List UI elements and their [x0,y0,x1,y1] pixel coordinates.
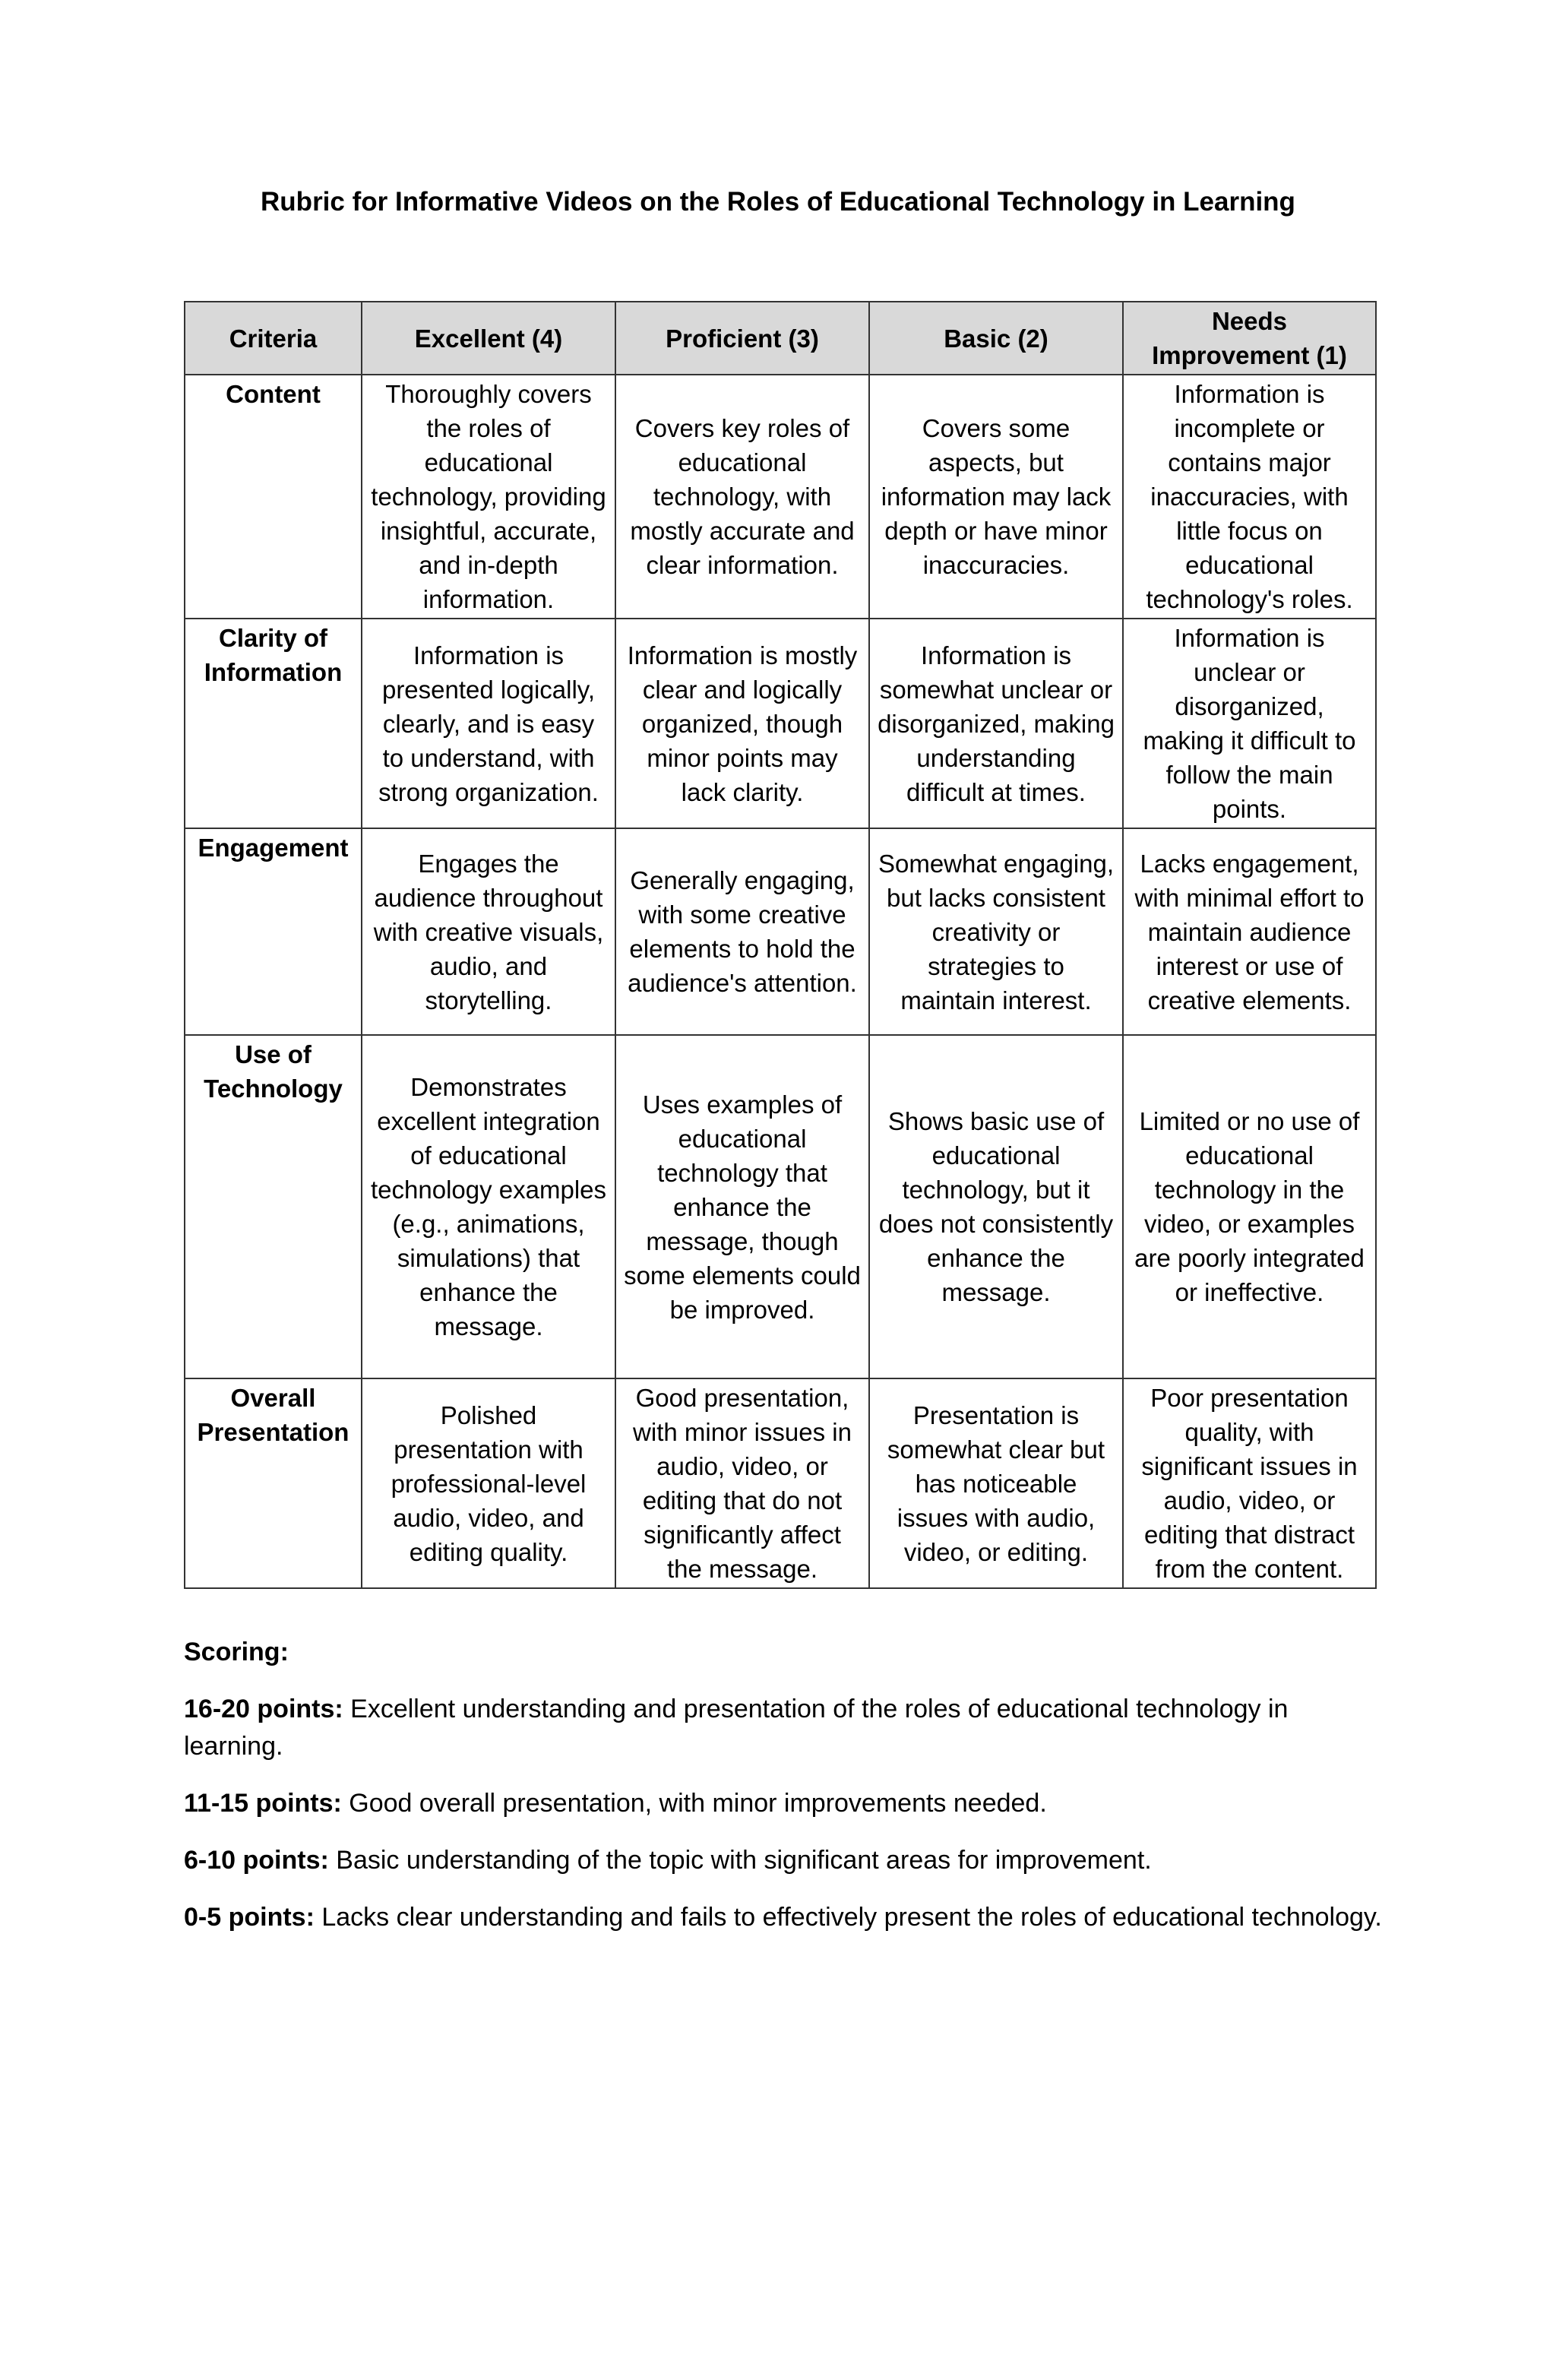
score-line [184,1899,1384,1936]
row-engagement [185,828,1376,1035]
header-row [185,302,1376,375]
score-line [184,1691,1384,1765]
rubric-cell: Information is incomplete or contains major inaccuracies, with little focus on educational technology's roles. [1123,375,1376,619]
rubric-cell: Information is unclear or disorganized, making it difficult to follow the main points. [1123,619,1376,828]
rubric-cell: Covers some aspects, but information may lack depth or have minor inaccuracies. [869,375,1123,619]
rubric-cell: Thoroughly covers the roles of educational technology, providing insightful, accurate, and in-depth information. [362,375,615,619]
criterion-cell: Overall Presentation [185,1378,362,1588]
criterion-cell: Use of Technology [185,1035,362,1378]
row-overall-presentation [185,1378,1376,1588]
score-description: Good overall presentation, with minor improvements needed. [349,1789,1047,1818]
score-range: 6-10 points: [184,1846,329,1875]
rubric-cell: Somewhat engaging, but lacks consistent creativity or strategies to maintain interest. [869,828,1123,1035]
score-range: 11-15 points: [184,1789,342,1818]
rubric-cell: Polished presentation with professional-level audio, video, and editing quality. [362,1378,615,1588]
row-use-of-technology [185,1035,1376,1378]
rubric-cell: Good presentation, with minor issues in audio, video, or editing that do not significantly affect the message. [615,1378,869,1588]
score-description: Excellent understanding and presentation of the roles of educational technology in learning. [184,1695,1289,1761]
scoring-section [184,1634,1384,1956]
header-basic: Basic (2) [869,302,1123,375]
rubric-cell: Lacks engagement, with minimal effort to maintain audience interest or use of creative elements. [1123,828,1376,1035]
rubric-cell: Demonstrates excellent integration of educational technology examples (e.g., animations, simulations) that enhance the message. [362,1035,615,1378]
rubric-cell: Shows basic use of educational technology, but it does not consistently enhance the message. [869,1035,1123,1378]
rubric-cell: Information is presented logically, clearly, and is easy to understand, with strong organization. [362,619,615,828]
rubric-cell: Uses examples of educational technology that enhance the message, though some elements could be improved. [615,1035,869,1378]
rubric-cell: Information is somewhat unclear or disorganized, making understanding difficult at times. [869,619,1123,828]
criterion-cell: Content [185,375,362,619]
criterion-cell: Engagement [185,828,362,1035]
criterion-cell: Clarity of Information [185,619,362,828]
document-title: Rubric for Informative Videos on the Roles of Educational Technology in Learning [261,187,1295,217]
rubric-cell: Limited or no use of educational technology in the video, or examples are poorly integrated or ineffective. [1123,1035,1376,1378]
header-criteria: Criteria [185,302,362,375]
row-content [185,375,1376,619]
score-description: Basic understanding of the topic with significant areas for improvement. [336,1846,1152,1875]
score-description: Lacks clear understanding and fails to effectively present the roles of educational technology. [321,1903,1382,1932]
scoring-heading: Scoring: [184,1638,289,1666]
rubric-table [184,301,1377,1589]
rubric-cell: Covers key roles of educational technology, with mostly accurate and clear information. [615,375,869,619]
rubric-cell: Poor presentation quality, with significant issues in audio, video, or editing that distract from the content. [1123,1378,1376,1588]
header-proficient: Proficient (3) [615,302,869,375]
rubric-cell: Information is mostly clear and logically organized, though minor points may lack clarity. [615,619,869,828]
rubric-cell: Generally engaging, with some creative elements to hold the audience's attention. [615,828,869,1035]
header-needs-improvement: Needs Improvement (1) [1123,302,1376,375]
rubric-cell: Engages the audience throughout with creative visuals, audio, and storytelling. [362,828,615,1035]
score-range: 0-5 points: [184,1903,315,1932]
score-line [184,1842,1384,1879]
score-line [184,1785,1384,1822]
score-range: 16-20 points: [184,1695,343,1723]
header-excellent: Excellent (4) [362,302,615,375]
row-clarity [185,619,1376,828]
rubric-cell: Presentation is somewhat clear but has noticeable issues with audio, video, or editing. [869,1378,1123,1588]
